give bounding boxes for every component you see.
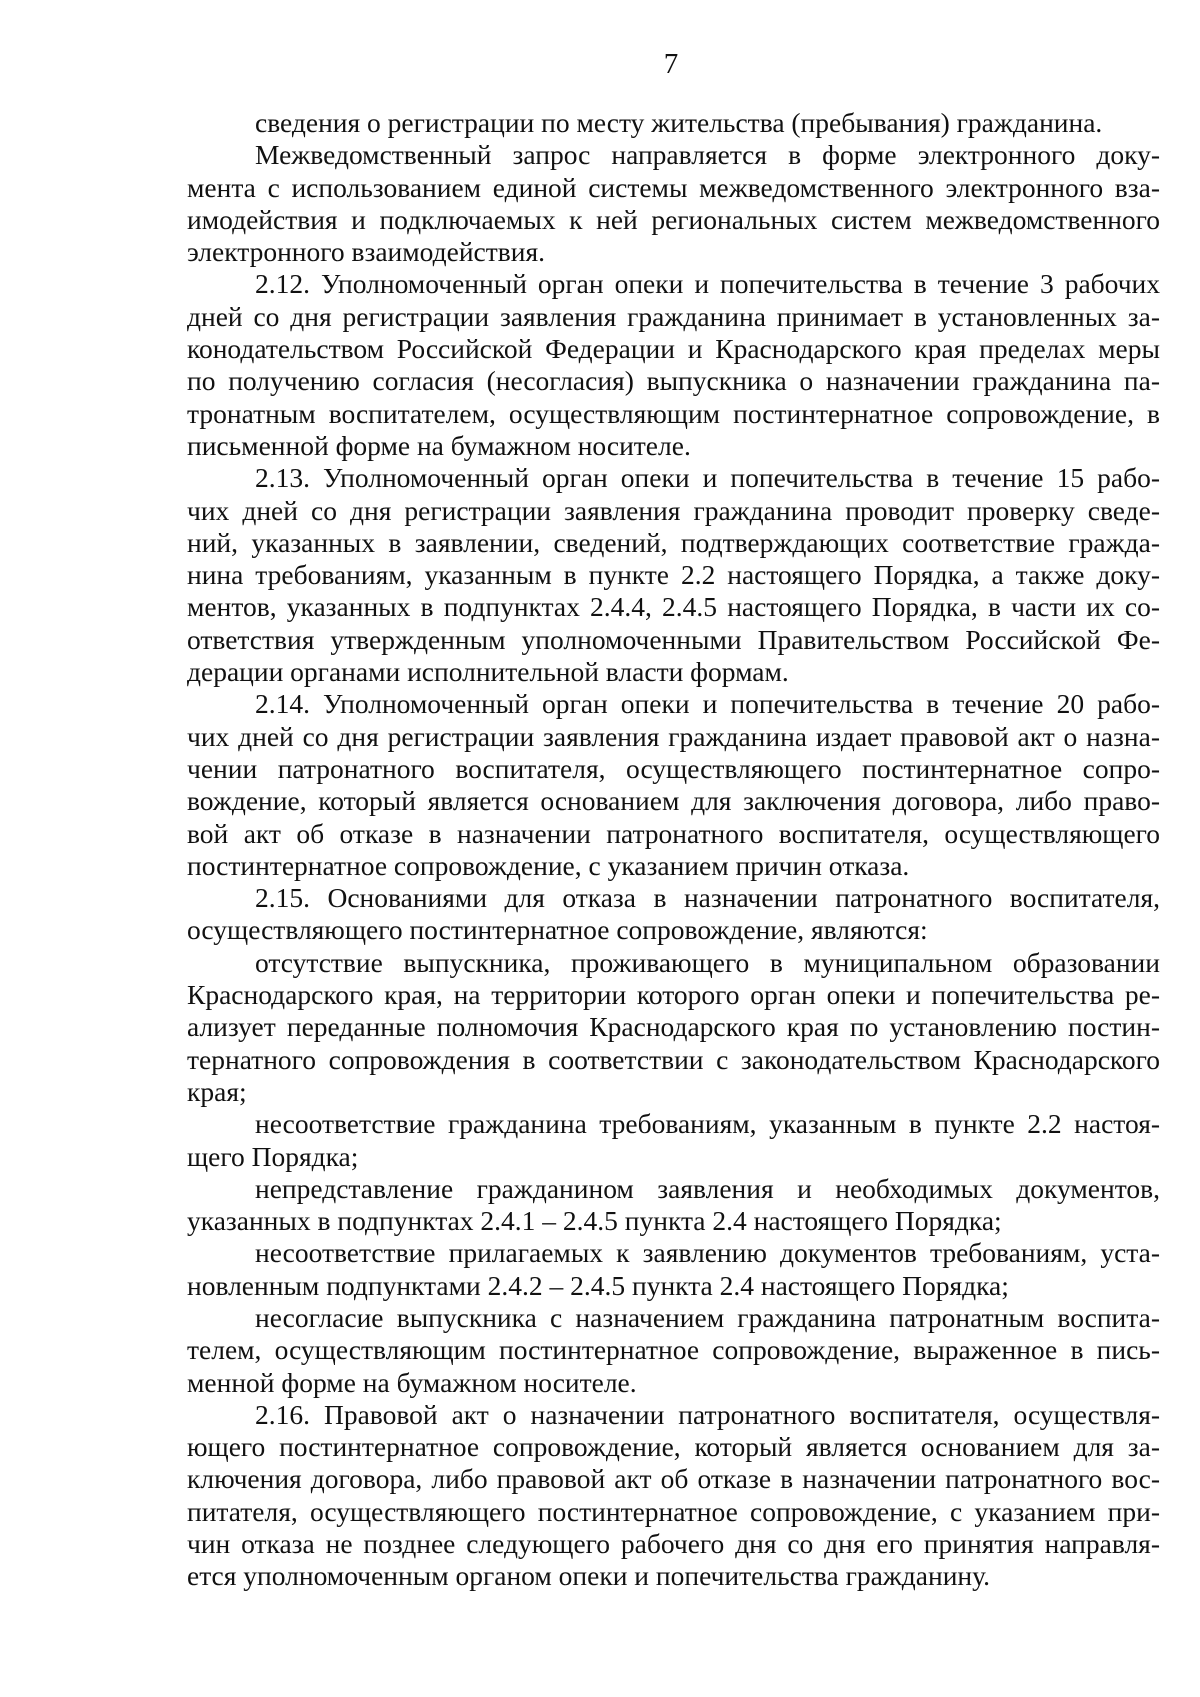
- text-line: отсутствие выпускника, проживающего в муниципальном образовании: [255, 946, 1160, 978]
- text-line: вождение, который является основанием для заключения договора, либо право-: [187, 785, 1160, 817]
- text-line: чин отказа не позднее следующего рабочего дня со дня его принятия направля-: [187, 1528, 1160, 1560]
- text-line: конодательством Российской Федерации и Краснодарского края пределах меры: [187, 333, 1160, 365]
- text-line: нина требованиям, указанным в пункте 2.2 настоящего Порядка, а также доку-: [187, 559, 1160, 591]
- text-line: Межведомственный запрос направляется в форме электронного доку-: [255, 139, 1160, 171]
- text-line: дерации органами исполнительной власти формам.: [187, 656, 789, 688]
- text-line: 2.15. Основаниями для отказа в назначении патронатного воспитателя,: [255, 882, 1160, 914]
- text-line: 2.13. Уполномоченный орган опеки и попечительства в течение 15 рабо-: [255, 462, 1160, 494]
- text-line: ющего постинтернатное сопровождение, который является основанием для за-: [187, 1431, 1160, 1463]
- text-line: 2.12. Уполномоченный орган опеки и попечительства в течение 3 рабочих: [255, 268, 1160, 300]
- text-line: несоответствие прилагаемых к заявлению документов требованиям, уста-: [255, 1237, 1160, 1269]
- page-number: 7: [663, 48, 679, 80]
- text-line: менной форме на бумажном носителе.: [187, 1366, 637, 1398]
- text-line: по получению согласия (несогласия) выпускника о назначении гражданина па-: [187, 365, 1160, 397]
- document-body: [187, 107, 1160, 1593]
- text-line: Краснодарского края, на территории которого орган опеки и попечительства ре-: [187, 979, 1160, 1011]
- text-line: тронатным воспитателем, осуществляющим постинтернатное сопровождение, в: [187, 397, 1160, 429]
- text-line: чении патронатного воспитателя, осуществляющего постинтернатное сопро-: [187, 752, 1160, 784]
- text-line: новленным подпунктами 2.4.2 – 2.4.5 пункта 2.4 настоящего Порядка;: [187, 1269, 1009, 1301]
- text-line: ответствия утвержденным уполномоченными Правительством Российской Фе-: [187, 623, 1160, 655]
- text-line: непредставление гражданином заявления и необходимых документов,: [255, 1172, 1160, 1204]
- text-line: имодействия и подключаемых к ней региональных систем межведомственного: [187, 203, 1160, 235]
- text-line: ключения договора, либо правовой акт об отказе в назначении патронатного вос-: [187, 1463, 1160, 1495]
- text-line: чих дней со дня регистрации заявления гражданина проводит проверку сведе-: [187, 494, 1160, 526]
- text-line: сведения о регистрации по месту жительства (пребывания) гражданина.: [255, 107, 1103, 138]
- text-line: края;: [187, 1075, 247, 1107]
- text-line: несоответствие гражданина требованиям, указанным в пункте 2.2 настоя-: [255, 1108, 1160, 1140]
- text-line: указанных в подпунктах 2.4.1 – 2.4.5 пункта 2.4 настоящего Порядка;: [187, 1205, 1002, 1237]
- text-line: ализует переданные полномочия Краснодарского края по установлению постин-: [187, 1011, 1160, 1043]
- text-line: дней со дня регистрации заявления гражданина принимает в установленных за-: [187, 300, 1160, 332]
- text-line: питателя, осуществляющего постинтернатное сопровождение, с указанием при-: [187, 1495, 1160, 1527]
- text-line: тернатного сопровождения в соответствии с законодательством Краснодарского: [187, 1043, 1160, 1075]
- text-line: щего Порядка;: [187, 1140, 359, 1172]
- text-line: телем, осуществляющим постинтернатное сопровождение, выраженное в пись-: [187, 1334, 1160, 1366]
- text-line: постинтернатное сопровождение, с указанием причин отказа.: [187, 849, 910, 881]
- text-line: осуществляющего постинтернатное сопровождение, являются:: [187, 914, 928, 946]
- text-line: чих дней со дня регистрации заявления гражданина издает правовой акт о назна-: [187, 720, 1160, 752]
- text-line: мента с использованием единой системы межведомственного электронного вза-: [187, 171, 1160, 203]
- text-line: ментов, указанных в подпунктах 2.4.4, 2.4.5 настоящего Порядка, в части их со-: [187, 591, 1160, 623]
- text-line: письменной форме на бумажном носителе.: [187, 429, 691, 461]
- text-line: ется уполномоченным органом опеки и попечительства гражданину.: [187, 1560, 991, 1592]
- text-line: вой акт об отказе в назначении патронатного воспитателя, осуществляющего: [187, 817, 1160, 849]
- text-line: 2.16. Правовой акт о назначении патронатного воспитателя, осуществля-: [255, 1398, 1160, 1430]
- text-line: электронного взаимодействия.: [187, 236, 545, 268]
- text-line: ний, указанных в заявлении, сведений, подтверждающих соответствие гражда-: [187, 526, 1160, 558]
- text-line: 2.14. Уполномоченный орган опеки и попечительства в течение 20 рабо-: [255, 688, 1160, 720]
- text-line: несогласие выпускника с назначением гражданина патронатным воспита-: [255, 1301, 1160, 1333]
